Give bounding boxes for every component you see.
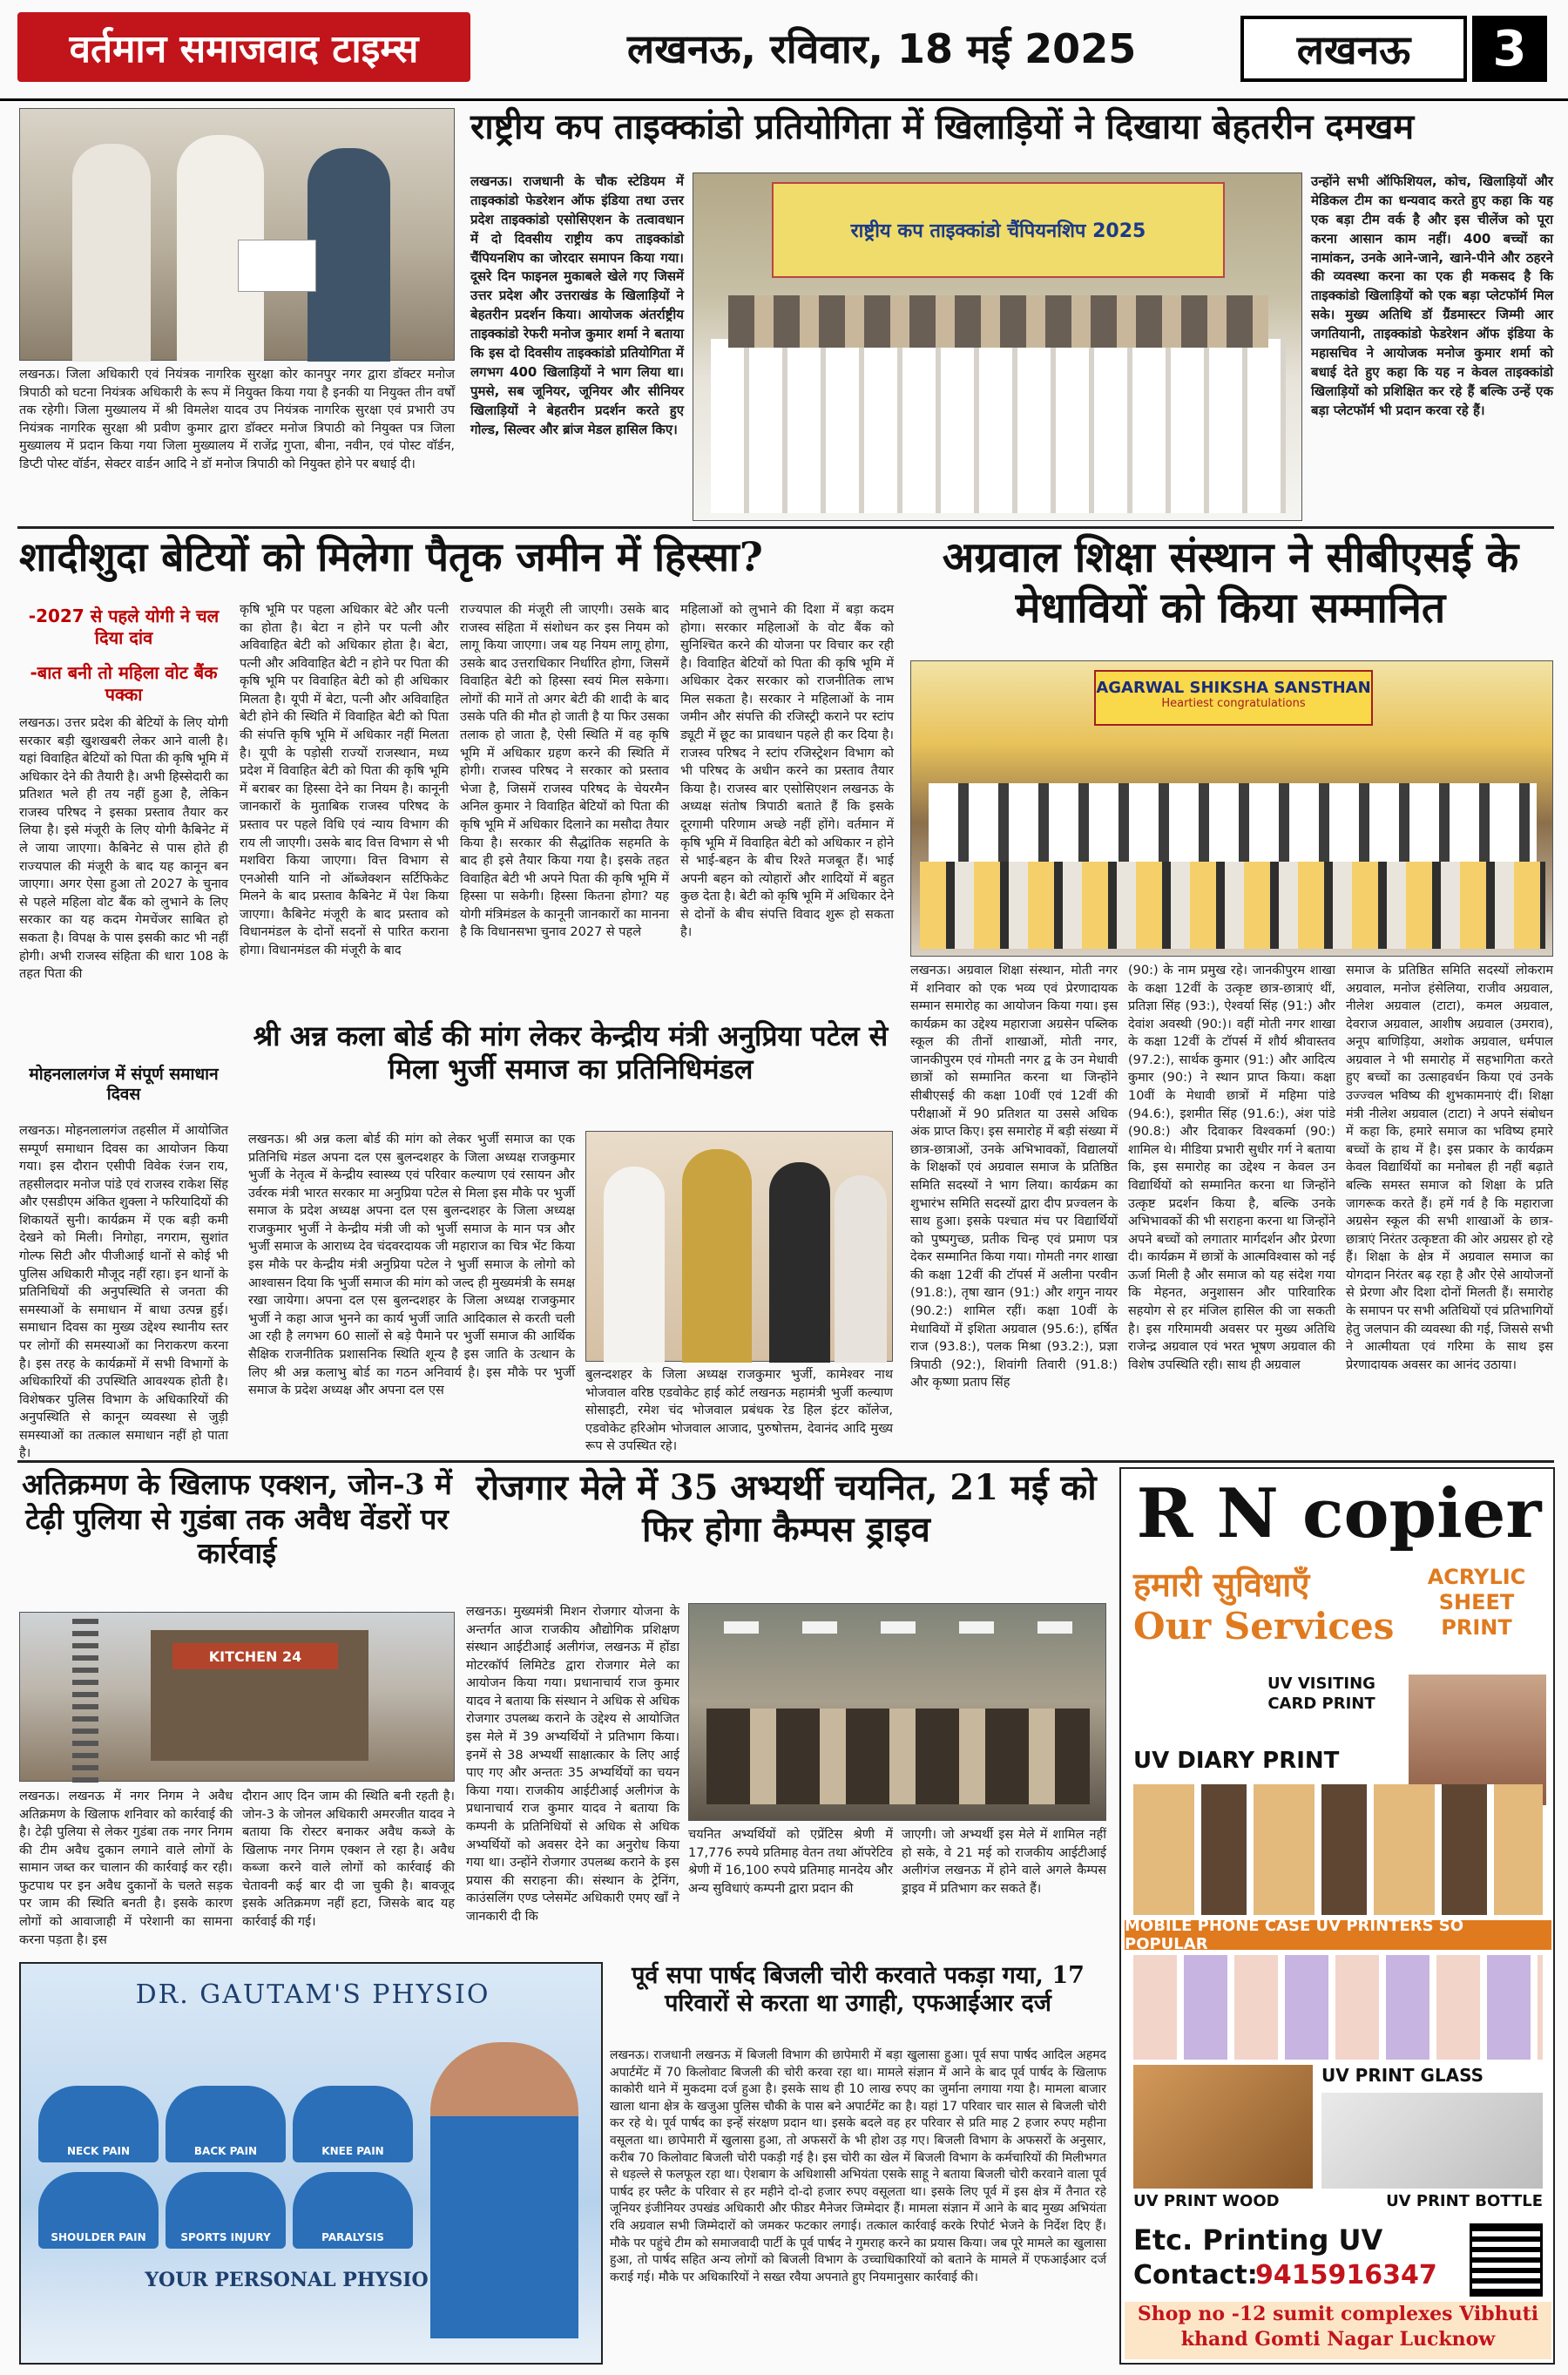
ceiling-lights [724, 1621, 1072, 1634]
physio-tagline: YOUR PERSONAL PHYSIO [145, 2269, 429, 2291]
shop-sign-text: KITCHEN 24 [208, 1648, 302, 1665]
person-figure [308, 148, 390, 362]
mohanlalganj-body: लखनऊ। मोहनलालगंज तहसील में आयोजित सम्पूर्ण समाधान दिवस का आयोजन किया गया। इस दौरान एसीपी विवेक रंजन राय, तहसीलदार मनोज पांडे एवं राजस्व राकेश सिंह और एसडीएम अंकित शुक्ला ने फरियादियों की शिकायतें सुनी। कार्यक्रम में एक बड़ी कमी देखने को मिली। निगोहा, नगराम, सुशांत गोल्फ सिटी और पीजीआई थानों से कोई भी पुलिस अधिकारी मौजूद नहीं रहा। इन थानों के प्रतिनिधियों की अनुपस्थिति से जनता की समस्याओं के समाधान में बाधा उत्पन्न हुई। समाधान दिवस का मुख्य उद्देश्य स्थानीय स्तर पर लोगों की समस्याओं का निराकरण करना है। इस तरह के कार्यक्रमों में सभी विभागों के अधिकारियों की उपस्थिति आवश्यक होती है। विशेषकर पुलिस विभाग के अधिकारियों की अनुपस्थिति से कानून व्यवस्था से जुड़ी समस्याओं का तत्काल समाधान नहीं हो पाता है। [19, 1124, 228, 1461]
encroachment-photo [19, 1612, 455, 1782]
rozgar-body-left: लखनऊ। मुख्यमंत्री मिशन रोजगार योजना के अन्तर्गत आज राजकीय औद्योगिक प्रशिक्षण संस्थान आईटीआई अलीगंज, लखनऊ में होंडा मोटरकॉर्प लिमिटेड द्वारा रोजगार मेले का आयोजन किया गया। प्रधानाचार्य राज कुमार यादव ने बताया कि संस्थान ने अधिक से अधिक रोजगार उपलब्ध कराने के उद्देश्य से आयोजित इस मेले में 39 अभ्यर्थियों ने प्रतिभाग किया। इनमें से 38 अभ्यर्थी साक्षात्कार के लिए आई पाए गए और अन्ततः 35 अभ्यर्थियों का चयन किया गया। राजकीय आईटीआई अलीगंज के प्रधानाचार्य राज कुमार यादव ने बताया कि कम्पनी के प्रतिनिधियों से अधिक से अधिक अभ्यर्थियों को अवसर देने का अनुरोध किया गया था। उन्होंने रोजगार उपलब्ध कराने के इस प्रयास की सराहना की। संस्थान के ट्रेनिंग, काउंसलिंग एण्ड प्लेसमेंट अधिकारी एमए खाँ ने जानकारी दी कि [466, 1605, 679, 1924]
page-number: 3 [1472, 16, 1547, 82]
copier-contact-label: Contact: [1133, 2260, 1258, 2290]
bhurji-caption: बुलन्दशहर के जिला अध्यक्ष राजकुमार भुर्जी, कामेश्वर नाथ भोजवाल वरिष्ठ एडवोकेट हाई कोर्ट लखनऊ महामंत्री भुर्जी कल्याण सोसाइटी, रमेश चंद भोजवाल प्रबंधक रेड हिल इंटर कॉलेज, एडवोकेट हरिओम भोजवाल आजाद, पुरुषोत्तम, देवानंद आदि मुख्य रूप से उपस्थित रहे। [585, 1368, 893, 1454]
taekwondo-headline: राष्ट्रीय कप ताइक्कांडो प्रतियोगिता में खिलाड़ियों ने दिखाया बेहतरीन दमखम [470, 106, 1415, 147]
copier-bottle: UV PRINT BOTTLE [1386, 2192, 1543, 2210]
copier-address: Shop no -12 sumit complexes Vibhuti khand Gomti Nagar Lucknow [1125, 2302, 1551, 2359]
championship-banner [772, 182, 1225, 278]
copier-services-heading: Our Services [1133, 1605, 1395, 1648]
phone-cases [1133, 1955, 1543, 2060]
daughters-col-3: राज्यपाल की मंजूरी ली जाएगी। उसके बाद राजस्व संहिता में संशोधन कर इस नियम को लागू किया जाएगा। जब यह नियम लागू होगा, उसके बाद उत्तराधिकार निर्धारित होगा, जिसमें विवाहित बेटी को हिस्सा स्वयं मिल सकेगा। लोगों की मानें तो अगर बेटी की शादी के बाद उसके पति की मौत हो जाती है या फिर उसका तलाक हो जाता है, ऐसी स्थिति में वह कृषि भूमि में अधिकार ग्रहण करने की स्थिति में होगी। राजस्व परिषद ने सरकार को प्रस्ताव भेजा है, जिसमें राजस्व परिषद के चेयरमैन अनिल कुमार ने विवाहित बेटियों को पिता की कृषि भूमि में अधिकार दिलाने का मसौदा तैयार किया है। सरकार की सैद्धांतिक सहमति के बाद ही इसे तैयार किया गया है। इसके तहत विवाहित बेटी भी अपने पिता की कृषि भूमि में हिस्सा पा सकेगी। हिस्सा कितना होगा? यह योगी मंत्रिमंडल के कानूनी जानकारों का मानना है कि विधानसभा चुनाव 2027 से पहले [460, 603, 669, 940]
mohanlalganj-headline: मोहनलालगंज में संपूर्ण समाधान दिवस [29, 1065, 219, 1104]
city-label: लखनऊ [1240, 16, 1467, 82]
taekwondo-body-right: उन्होंने सभी ऑफिशियल, कोच, खिलाड़ियों और मेडिकल टीम का धन्यवाद करते हुए कहा कि यह एक बड़ा टीम वर्क है और इस चीलेंज को पूरा करना आसान काम नहीं। 400 बच्चों का नामांकन, उनके आने-जाने, खाने-पीने और ठहरने की व्यवस्था करना का एक ही मकसद है कि ताइक्कांडो खिलाड़ियों को एक बड़ा प्लेटफॉर्म मिल सके। मुख्य अतिथि डॉ ग्रैंडमास्टर जिम्मी आर जगतियानी, ताइक्कांडो फेडरेशन ऑफ इंडिया के महासचिव ने आयोजक मनोज कुमार शर्मा को बधाई देते हुए कहा कि यह न केवल ताइक्कांडो खिलाड़ियों को प्रशिक्षित कर रहे हैं बल्कि उन्हें एक बड़ा प्लेटफॉर्म भी प्रदान करवा रहे हैं। [1311, 173, 1553, 418]
copier-phone: 9415916347 [1255, 2260, 1437, 2290]
divider [17, 526, 1554, 529]
students-row [920, 862, 1545, 949]
copier-wood: UV PRINT WOOD [1133, 2192, 1280, 2210]
agarwal-banner [1094, 670, 1373, 726]
officials-row [728, 295, 1268, 348]
physio-ad [19, 1962, 603, 2365]
copier-etc: Etc. Printing UV [1133, 2223, 1383, 2257]
banner-title: AGARWAL SHIKSHA SANSTHAN [1096, 679, 1371, 697]
service-item: PARALYSIS [293, 2172, 413, 2249]
service-item: SPORTS INJURY [166, 2172, 286, 2249]
diary-items [1133, 1784, 1543, 1915]
copier-mobile: MOBILE PHONE CASE UV PRINTERS SO POPULAR [1125, 1920, 1551, 1950]
physio-title: DR. GAUTAM'S PHYSIO [135, 1979, 490, 2010]
wood-photo [1133, 2065, 1313, 2189]
appointment-caption: लखनऊ। जिला अधिकारी एवं नियंत्रक नागरिक सुरक्षा कोर कानपुर नगर द्वारा डॉक्टर मनोज त्रिपाठी को घटना नियंत्रक अधिकारी के रूप में नियुक्त किया गया है इनकी या नियुक्त तीन वर्षों तक रहेगी। जिला मुख्यालय में श्री विमलेश यादव उप नियंत्रक नागरिक सुरक्षा एवं प्रभारी उप नियंत्रक नागरिक सुरक्षा श्री प्रवीण कुमार द्वारा डॉक्टर मनोज त्रिपाठी को नियुक्त पत्र जिला मुख्यालय में प्रदान किया गया जिला मुख्यालय में राजेंद्र गुप्ता, बीना, नवीन, एवं पोस्ट वॉर्डन, डिप्टी पोस्ट वॉर्डन, सेक्टर वार्डन आदि ने डॉ मनोज त्रिपाठी को नियुक्त होने पर बधाई दी। [19, 368, 455, 471]
encroachment-headline: अतिक्रमण के खिलाफ एक्शन, जोन-3 में टेढ़ी पुलिया से गुडंबा तक अवैध वेंडरों पर कार्रवाई [22, 1467, 452, 1571]
copier-acrylic: ACRYLIC SHEET PRINT [1427, 1565, 1526, 1640]
dateline: लखनऊ, रविवार, 18 मई 2025 [627, 25, 1137, 72]
agarwal-col-1: लखनऊ। अग्रवाल शिक्षा संस्थान, मोती नगर में शनिवार को एक भव्य एवं प्रेरणादायक सम्मान समारोह का आयोजन किया गया। इस कार्यक्रम का उद्देश्य महाराजा अग्रसेन पब्लिक स्कूल की तीनों शाखाओं, मोती नगर, जानकीपुरम एवं गोमती नगर द्व के उन मेधावी छात्रों को सम्मानित करना था जिन्होंने सीबीएसई की कक्षा 10वीं एवं 12वीं की परीक्षाओं में 90 प्रतिशत या उससे अधिक अंक प्राप्त किए। इस समारोह में बड़ी संख्या में छात्र-छात्राओं, उनके अभिभावकों, विद्यालयों के शिक्षकों एवं अग्रवाल समाज के प्रतिष्ठित समिति सदस्यों ने भाग लिया। कार्यक्रम का शुभारंभ समिति सदस्यों द्वारा दीप प्रज्वलन के साथ हुआ। इसके पश्चात मंच पर विद्यार्थियों को पुष्पगुच्छ, प्रतीक चिन्ह एवं प्रमाण पत्र देकर सम्मानित किया गया। गोमती नगर शाखा की कक्षा 12वीं की टॉपर्स में अलीना परवीन (91.8:), तृषा खान (91:) और शगुन नायर (90.2:) शामिल रहीं। कक्षा 10वीं के मेधावियों में इशिता अग्रवाल (95.6:), हर्षित राज (93.8:), पलक मिश्रा (93.2:), प्रज्ञा त्रिपाठी (92:), शिवांगी तिवारी (91.8:) और कृष्णा प्रताप सिंह [910, 964, 1118, 1390]
physio-services [38, 2086, 422, 2251]
tower [72, 1613, 98, 1783]
appointment-photo [19, 108, 455, 361]
daughters-col-4: महिलाओं को लुभाने की दिशा में बड़ा कदम होगा। सरकार महिलाओं के वोट बैंक को सुनिश्चित करने की योजना पर विचार कर रही है। विवाहित बेटियों को पिता की कृषि भूमि में अधिकार देकर सरकार को राजनीतिक लाभ मिल सकता है। सरकार ने महिलाओं के नाम जमीन और संपत्ति की रजिस्ट्री कराने पर स्टांप ड्यूटी में छूट का प्रावधान पहले ही कर दिया है। राजस्व परिषद ने स्टांप रजिस्ट्रेशन विभाग को भी परिषद के अधीन करने का प्रस्ताव तैयार किया है। राजस्व बार एसोसिएशन लखनऊ के अध्यक्ष संतोष त्रिपाठी बताते हैं कि इसके दूरगामी परिणाम अच्छे नहीं होंगे। वर्तमान में कृषि भूमि में विवाहित बेटी को अधिकार न होने से भाई-बहन के बीच रिश्ते मजबूत हैं। भाई अपनी बहन को त्योहारों और शादियों में बहुत कुछ देता है। बेटी को कृषि भूमि में अधिकार देने से दोनों के बीच संपत्ति विवाद शुरू हो सकता है। [680, 603, 894, 940]
agarwal-headline: अग्रवाल शिक्षा संस्थान ने सीबीएसई के मेधावियों को किया सम्मानित [942, 533, 1519, 633]
agarwal-col-3: समाज के प्रतिष्ठित समिति सदस्यों लोकराम अग्रवाल, मनोज हंसेलिया, राजीव अग्रवाल, नीलेश अग्रवाल (टाटा), कमल अग्रवाल, देवराज अग्रवाल, आशीष अग्रवाल (उमराव), अनूप बाणिड़िया, अशोक अग्रवाल, धर्मपाल अग्रवाल ने भी समारोह में सहभागिता करते हुए बच्चों का उत्साहवर्धन किया एवं उनके उज्ज्वल भविष्य की शुभकामनाएं दीं। शिक्षा मंत्री नीलेश अग्रवाल (टाटा) ने अपने संबोधन में कहा कि, हमारे समाज का भविष्य हमारे बच्चों के हाथ में है। इस प्रकार के कार्यक्रम केवल विद्यार्थियों का मनोबल ही नहीं बढ़ाते बल्कि समस्त समाज को शिक्षा के प्रति जागरूक करते हैं। हमें गर्व है कि महाराजा अग्रसेन स्कूल की सभी शाखाओं के छात्र-छात्राएं निरंतर उत्कृष्टता की ओर अग्रसर हो रहे हैं। शिक्षा के क्षेत्र में अग्रवाल समाज का योगदान निरंतर बढ़ रहा है और ऐसे आयोजनों से प्रेरणा और दिशा दोनों मिलती हैं। समारोह के समापन पर सभी अतिथियों एवं प्रतिभागियों हेतु जलपान की व्यवस्था की गई, जिससे सभी ने आत्मीयता एवं गरिमा के साथ इस प्रेरणादायक अवसर का आनंद उठाया। [1346, 964, 1553, 1372]
copier-title: R N copier [1136, 1474, 1542, 1553]
rn-copier-ad [1119, 1467, 1555, 2365]
service-item: SHOULDER PAIN [38, 2172, 159, 2249]
certificate [238, 240, 316, 292]
banner-subtitle: Heartiest congratulations [1161, 697, 1306, 710]
qr-code-icon [1470, 2223, 1543, 2297]
copier-diary: UV DIARY PRINT [1133, 1748, 1340, 1774]
rozgar-body-b2: जाएगी। जो अभ्यर्थी इस मेले में शामिल नहीं हो सके, वे 21 मई को राजकीय आईटीआई अलीगंज लखनऊ में होने वाले अगले कैम्पस ड्राइव में प्रतिभाग कर सकते हैं। [902, 1828, 1106, 1896]
person-figure [604, 1167, 665, 1363]
copier-visiting: UV VISITING CARD PRINT [1267, 1675, 1375, 1713]
copier-hindi: हमारी सुविधाएँ [1133, 1565, 1310, 1604]
person-figure [835, 1175, 887, 1363]
service-item: BACK PAIN [166, 2086, 286, 2162]
agarwal-photo [910, 660, 1553, 957]
daughters-col-1: लखनऊ। उत्तर प्रदेश की बेटियों के लिए योगी सरकार बड़ी खुशखबरी लेकर आने वाली है। यहां विवाहित बेटियों को पिता की कृषि भूमि में अधिकार देने की तैयारी है। अभी हिस्सेदारी का प्रतिशत भले ही तय नहीं हुआ है, लेकिन राजस्व परिषद ने इसका प्रस्ताव तैयार कर लिया है। इसे मंजूरी के लिए योगी कैबिनेट में ले जाया जाएगा। कैबिनेट से पास होते ही राज्यपाल की मंजूरी के बाद यह कानून बन जाएगा। अगर ऐसा हुआ तो 2027 के चुनाव से पहले महिला वोट बैंक को लुभाने के लिए सरकार का यह कदम गेमचेंजर साबित हो सकता है। विपक्ष के पास इसकी काट भी नहीं होगी। अभी राजस्व संहिता की धारा 108 के तहत पिता की [19, 716, 228, 982]
rozgar-photo [688, 1603, 1106, 1821]
desks [706, 1709, 1090, 1804]
rozgar-body-b1: चयनित अभ्यर्थियों को एप्रेंटिस श्रेणी में 17,776 रुपये प्रतिमाह वेतन तथा ऑपरेटिव श्रेणी में 16,100 रुपये प्रतिमाह मानदेय और अन्य सुविधाएं कम्पनी द्वारा प्रदान की [688, 1828, 893, 1896]
person-figure [682, 1149, 752, 1363]
taekwondo-body-left: लखनऊ। राजधानी के चौक स्टेडियम में ताइक्कांडो फेडरेशन ऑफ इंडिया तथा उत्तर प्रदेश ताइक्कांडो एसोसिएशन के तत्वावधान में दो दिवसीय राष्ट्रीय कप ताइक्कांडो चैंपियनशिप का जोरदार समापन किया गया। दूसरे दिन फाइनल मुकाबले खेले गए जिसमें उत्तर प्रदेश और उत्तराखंड के खिलाड़ियों ने बेहतरीन प्रदर्शन किया। आयोजक अंतर्राष्ट्रीय ताइक्कांडो रेफरी मनोज कुमार शर्मा ने बताया कि इस दो दिवसीय ताइक्कांडो प्रतियोगिता में लगभग 400 खिलाड़ियों ने भाग लिया था। पुमसे, सब जूनियर, जूनियर और सीनियर खिलाड़ियों ने बेहतरीन प्रदर्शन करते हुए गोल्ड, सिल्वर और ब्रांज मेडल हासिल किए। [470, 173, 684, 437]
paper-name: वर्तमान समाजवाद टाइम्स [17, 12, 470, 82]
guests-row [929, 783, 1537, 862]
banner-text: राष्ट्रीय कप ताइक्कांडो चैंपियनशिप 2025 [850, 220, 1146, 242]
daughters-col-2: कृषि भूमि पर पहला अधिकार बेटे और पत्नी का होता है। बेटा न होने पर पत्नी और अविवाहित बेटी को अधिकार होता है। बेटा, पत्नी और अविवाहित बेटी न होने पर पिता की कृषि भूमि पर विवाहित बेटी को ही अधिकार मिलता है। यूपी में बेटा, पत्नी और अविवाहित बेटी होने की स्थिति में विवाहित बेटी को पिता की संपत्ति कृषि भूमि में अधिकार नहीं मिलता है। यूपी के पड़ोसी राज्यों राजस्थान, मध्य प्रदेश में विवाहित बेटी को पिता की कृषि भूमि में बराबर का हिस्सा देने का नियम है। कानूनी जानकारों के मुताबिक राजस्व परिषद के प्रस्ताव पर पहले विधि एवं न्याय विभाग की राय ली जाएगी। उसके बाद वित्त विभाग से भी मशविरा किया जाएगा। वित्त विभाग से एनओसी यानि नो ऑब्जेक्शन सर्टिफिकेट मिलने के बाद प्रस्ताव कैबिनेट में पेश किया जाएगा। कैबिनेट मंजूरी के बाद प्रस्ताव को विधानमंडल के दोनों सदनों से पारित कराना होगा। विधानमंडल की मंजूरी के बाद [240, 603, 449, 957]
rozgar-headline: रोजगार मेले में 35 अभ्यर्थी चयनित, 21 मई को फिर होगा कैम्पस ड्राइव [476, 1467, 1097, 1550]
daughters-headline: शादीशुदा बेटियों को मिलेगा पैतृक जमीन में हिस्सा? [19, 533, 763, 580]
doctor-figure [430, 2042, 578, 2338]
masthead [0, 0, 1568, 101]
electricity-body: लखनऊ। राजधानी लखनऊ में बिजली विभाग की छापेमारी में बड़ा खुलासा हुआ। पूर्व सपा पार्षद आदिल अहमद अपार्टमेंट में 70 किलोवाट बिजली की चोरी करवा रहा था। मामले संज्ञान में आने के बाद पूर्व पार्षद के खिलाफ काकोरी थाने में मुकदमा दर्ज हुआ है। इसके साथ ही 10 लाख रुपए का जुर्माना लगाया गया है। मामला बाजार खाला थाना क्षेत्र के खजुआ पुलिस चौकी के पास बने अपार्टमेंट का है। यहां 17 परिवार चार साल से बिजली चोरी कर रहे थे। पूर्व पार्षद का इन्हें संरक्षण प्रदान था। इसके बदले वह हर परिवार से प्रति माह 2 हजार रुपए महीना वसूलता था। छापेमारी में खुलासा हुआ, तो अफसरों के भी होश उड़ गए। बिजली विभाग के अफसरों के अनुसार, करीब 70 किलोवाट बिजली चोरी पकड़ी गई है। इस चोरी का खेल में बिजली विभाग के कर्मचारियों की मिलीभगत से धड़ल्ले से फलफूल रहा था। ऐशबाग के अधिशासी अभियंता एसके साहू ने बताया बिजली चोरी करवाने वाला पूर्व पार्षद हर फ्लैट के परिवार से हर महीने दो-दो हजार रुपए वसूलता था। इसके लिए पूर्व में इस क्षेत्र में तैनात रहे जूनियर इंजीनियर उपखंड अधिकारी और फीडर मैनेजर जिम्मेदार हैं। मामला संज्ञान में आने के बाद मुख्य अभियंता रवि अग्रवाल सभी जिम्मेदारों को जमकर फटकार लगाई। तत्काल कार्रवाई करके रिपोर्ट भेजने के निर्देश दिए हैं। मौके पर पहुंचे टीम को समाजवादी पार्टी के पूर्व पार्षद ने गुमराह करने का प्रयास किया। जब पूरे मामले का खुलासा हुआ, तो पार्षद सहित अन्य लोगों को बिजली विभाग के उच्चाधिकारियों को बताने के मामले में एफआईआर दर्ज कराई गई। मौके पर अधिकारियों ने सख्त रवैया अपनाते हुए नियमानुसार कार्रवाई की। [610, 2048, 1106, 2284]
person-figure [72, 144, 151, 362]
electricity-headline: पूर्व सपा पार्षद बिजली चोरी करवाते पकड़ा गया, 17 परिवारों से करता था उगाही, एफआईआर दर्ज [632, 1962, 1085, 2018]
encroachment-col-2: दौरान आए दिन जाम की स्थिति बनी रहती है। जोन-3 के जोनल अधिकारी अमरजीत यादव ने बताया कि रोस्टर बनाकर अवैध कब्जे के खिलाफ नगर निगम एक्शन ले रहा है। अवैध कब्जा करने वाले लोगों को कार्रवाई की चेतावनी कई बार दी जा चुकी है। बावजूद इसके अतिक्रमण नहीं हटा, जिसके बाद यह कार्रवाई की गई। [242, 1790, 455, 1930]
service-item: NECK PAIN [38, 2086, 159, 2162]
bhurji-photo [585, 1131, 893, 1362]
kicker-2: -बात बनी तो महिला वोट बैंक पक्का [30, 662, 218, 705]
encroachment-col-1: लखनऊ। लखनऊ में नगर निगम ने अवैध अतिक्रमण के खिलाफ शनिवार को कार्रवाई की है। टेढ़ी पुलिया से लेकर गुडंबा तक नगर निगम की टीम अवैध दुकान लगाने वाले लोगों के सामान जब्त कर चालान की कार्रवाई कर रही। फुटपाथ पर इन अवैध दुकानों के चलते सड़क पर जाम की स्थिति बनती है। इसके कारण लोगों को आवाजाही में परेशानी का सामना करना पड़ता है। इस [19, 1790, 233, 1947]
agarwal-col-2: (90:) के नाम प्रमुख रहे। जानकीपुरम शाखा के कक्षा 12वीं के उत्कृष्ट छात्र-छात्राएं थीं, प्रतिज्ञा सिंह (93:), ऐश्वर्या सिंह (91:) और देवांश अवस्थी (90:)। वहीं मोती नगर शाखा के कक्षा 12वीं के टॉपर्स में शौर्य श्रीवास्तव (97.2:), सार्थक कुमार (91:) और आदित्य कुमार (90:) ने स्थान प्राप्त किया। कक्षा 10वीं के मेधावी छात्रों में महिमा पांडे (94.6:), इशमीत सिंह (91.6:), अंश पांडे (90.8:) और दिवाकर विश्वकर्मा (90:) शामिल थे। मीडिया प्रभारी सुधीर गर्ग ने बताया कि, इस समारोह का उद्देश्य न केवल उन विद्यार्थियों को सम्मानित करना था जिन्होंने उत्कृष्ट प्रदर्शन किया है, बल्कि उनके अभिभावकों की भी सराहना करना था जिन्होंने अपने बच्चों को लगातार मार्गदर्शन और प्रेरणा दी। कार्यक्रम में छात्रों के आत्मविश्वास को नई ऊर्जा मिली है और समाज को यह संदेश गया कि मेहनत, अनुशासन और पारिवारिक सहयोग से हर मंजिल हासिल की जा सकती है। इस गरिमामयी अवसर पर मुख्य अतिथि राजेन्द्र अग्रवाल एवं भरत भूषण अग्रवाल की विशेष उपस्थिति रही। साथ ही अग्रवाल [1128, 964, 1335, 1372]
copier-glass: UV PRINT GLASS [1321, 2065, 1484, 2086]
taekwondo-photo [693, 173, 1302, 521]
athletes-group [711, 339, 1286, 513]
shop-sign [172, 1643, 338, 1669]
bhurji-body: लखनऊ। श्री अन्न कला बोर्ड की मांग को लेकर भुर्जी समाज का एक प्रतिनिधि मंडल अपना दल एस बुलन्दशहर के जिला अध्यक्ष राजकुमार भुर्जी के नेतृत्व में केन्द्रीय स्वास्थ्य एवं परिवार कल्याण एवं रसायन और उर्वरक मंत्री भारत सरकार मा अनुप्रिया पटेल से मिला इस मौके पर भुर्जी समाज के प्रदेश अध्यक्ष अपना दल एस बुलन्दशहर के जिला अध्यक्ष राजकुमार भुर्जी ने केन्द्रीय मंत्री जी को भुर्जी समाज के मान पत्र और भुर्जी समाज के आराध्य देव चंदवरदायक जी महाराज का चित्र भेंट किया इस मौके पर केन्द्रीय मंत्री अनुप्रिया पटेल ने भुर्जी समाज के लोगो को आश्वासन दिया कि भुर्जी समाज की मांग को जल्द ही मुख्यमंत्री के समक्ष रखा जायेगा। अपना दल एस बुलन्दशहर के जिला अध्यक्ष राजकुमार भुर्जी ने कहा आज भुनने का कार्य भुर्जी जाति आदिकाल से करती चली आ रही है लगभग 60 सालों से बड़े पैमाने पर भुर्जी समाज की आर्थिक सैक्षिक राजनीतिक प्रशासनिक स्थिति शून्य है इस जाति के उत्थान के लिए श्री अन्न कलाभु बोर्ड का गठन अनिवार्य है। इस मौके पर भुर्जी समाज के प्रदेश अध्यक्ष और अपना दल एस [248, 1133, 575, 1398]
kicker-1: -2027 से पहले योगी ने चल दिया दांव [28, 606, 220, 648]
divider [17, 1460, 1554, 1463]
person-figure [769, 1162, 830, 1363]
glass-photo [1321, 2093, 1543, 2189]
service-item: KNEE PAIN [293, 2086, 413, 2162]
bhurji-headline: श्री अन्न कला बोर्ड की मांग लेकर केन्द्रीय मंत्री अनुप्रिया पटेल से मिला भुर्जी समाज का प्रतिनिधिमंडल [253, 1019, 889, 1086]
